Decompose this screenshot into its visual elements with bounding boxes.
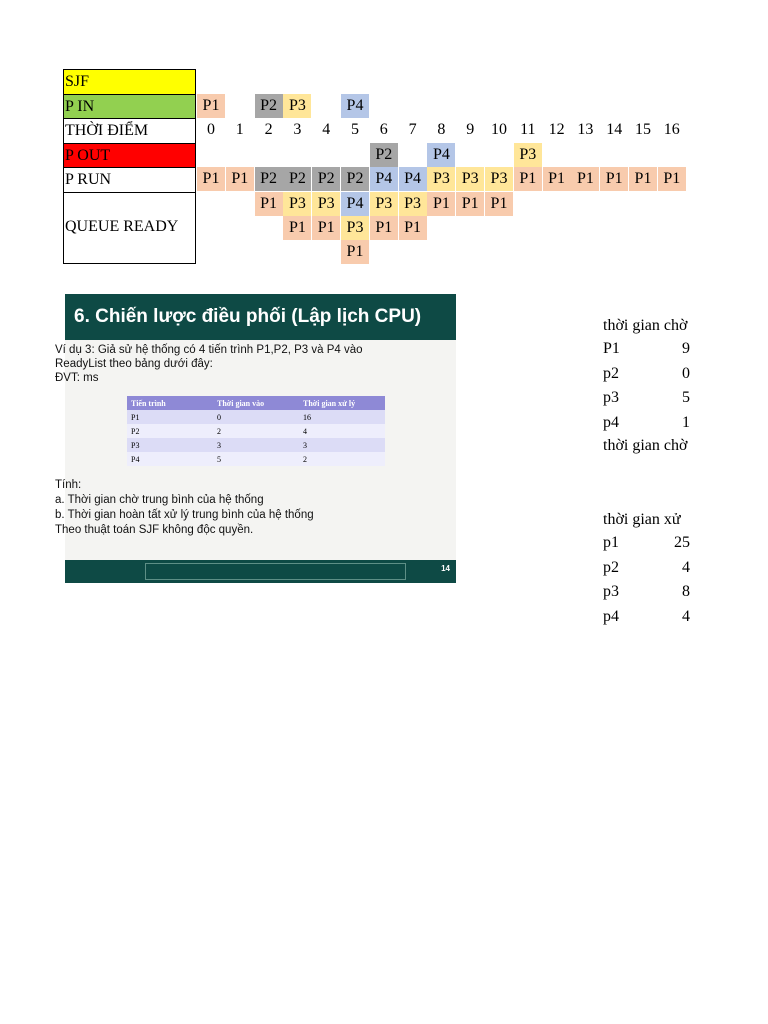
wait-value: 1 <box>682 413 690 431</box>
wait-value: 0 <box>682 364 690 382</box>
time-tick: 9 <box>466 121 475 138</box>
slide-footer-box <box>145 563 406 580</box>
p-in-cell: P3 <box>283 94 311 118</box>
p-run-cell: P1 <box>543 167 571 191</box>
label-p-out: P OUT <box>63 143 196 168</box>
table-row <box>127 452 385 466</box>
p-run-cell: P4 <box>399 167 427 191</box>
time-tick: 7 <box>408 121 417 138</box>
time-tick: 12 <box>548 121 565 138</box>
slide-footer <box>65 560 456 583</box>
turnaround-value: 4 <box>682 558 690 576</box>
time-tick: 13 <box>577 121 594 138</box>
table-cell: P4 <box>127 452 213 466</box>
slide-question-a: a. Thời gian chờ trung bình của hệ thống <box>55 494 264 506</box>
slide-intro-3: ĐVT: ms <box>55 372 99 384</box>
turnaround-process: p1 <box>603 534 619 551</box>
p-run-cell: P1 <box>629 167 657 191</box>
table-header: Tiến trình <box>127 396 213 410</box>
queue-cell: P3 <box>370 192 398 216</box>
p-in-cell: P2 <box>255 94 283 118</box>
p-run-cell: P1 <box>226 167 254 191</box>
turnaround-value: 8 <box>682 583 690 600</box>
label-queue-ready: QUEUE READY <box>63 192 196 264</box>
table-cell: 4 <box>299 424 385 438</box>
p-out-cell: P3 <box>514 143 542 167</box>
p-run-cell: P2 <box>255 167 283 191</box>
time-tick: 14 <box>606 121 623 138</box>
time-tick: 4 <box>322 121 331 138</box>
table-cell: 0 <box>213 410 299 424</box>
slide-intro-1: Ví dụ 3: Giả sử hệ thống có 4 tiến trình P1,P2, P3 và P4 vào <box>55 344 363 356</box>
slide-process-table <box>127 396 385 466</box>
label-p-in: P IN <box>63 94 196 119</box>
time-tick: 8 <box>437 121 446 138</box>
wait-process: p4 <box>603 413 619 431</box>
queue-cell: P4 <box>341 192 369 216</box>
table-cell: P2 <box>127 424 213 438</box>
turnaround-value: 4 <box>682 607 690 625</box>
p-run-cell: P1 <box>514 167 542 191</box>
queue-cell: P1 <box>456 192 484 216</box>
turnaround-process: p3 <box>603 583 619 600</box>
table-cell: 16 <box>299 410 385 424</box>
wait-process: p3 <box>603 389 619 406</box>
queue-cell: P3 <box>341 216 369 240</box>
time-tick: 11 <box>520 121 536 138</box>
queue-cell: P3 <box>399 192 427 216</box>
turnaround-process: p4 <box>603 607 619 625</box>
table-cell: 2 <box>213 424 299 438</box>
p-run-cell: P2 <box>312 167 340 191</box>
p-out-cell: P2 <box>370 143 398 167</box>
table-header: Thời gian vào <box>213 396 299 410</box>
queue-cell: P1 <box>312 216 340 240</box>
p-out-cell: P4 <box>427 143 455 167</box>
slide-question-c: Theo thuật toán SJF không độc quyền. <box>55 524 254 536</box>
wait-value: 5 <box>682 389 690 406</box>
time-tick: 3 <box>293 121 302 138</box>
time-tick: 16 <box>663 121 680 138</box>
queue-cell: P1 <box>370 216 398 240</box>
time-tick: 1 <box>235 121 244 138</box>
turnaround-process: p2 <box>603 558 619 576</box>
table-cell: 3 <box>299 438 385 452</box>
slide-body <box>55 340 456 560</box>
table-row <box>127 438 385 452</box>
queue-cell: P1 <box>255 192 283 216</box>
queue-cell: P1 <box>427 192 455 216</box>
table-cell: P3 <box>127 438 213 452</box>
table-row <box>127 410 385 424</box>
slide-question-b: b. Thời gian hoàn tất xử lý trung bình của hệ thống <box>55 509 314 521</box>
lecture-slide <box>55 294 456 583</box>
p-run-cell: P1 <box>658 167 686 191</box>
p-run-cell: P3 <box>427 167 455 191</box>
wait-footer: thời gian chờ <box>603 437 688 454</box>
p-run-cell: P2 <box>341 167 369 191</box>
wait-process: p2 <box>603 364 619 382</box>
table-header: Thời gian xử lý <box>299 396 385 410</box>
slide-intro-2: ReadyList theo bảng dưới đây: <box>55 358 213 370</box>
p-in-cell: P1 <box>197 94 225 118</box>
queue-cell: P1 <box>283 216 311 240</box>
p-run-cell: P1 <box>600 167 628 191</box>
queue-cell: P1 <box>399 216 427 240</box>
p-in-cell: P4 <box>341 94 369 118</box>
slide-title: 6. Chiến lược điều phối (Lập lịch CPU) <box>65 294 456 340</box>
p-run-cell: P2 <box>283 167 311 191</box>
queue-cell: P1 <box>485 192 513 216</box>
wait-value: 9 <box>682 340 690 357</box>
turnaround-value: 25 <box>674 534 690 551</box>
time-tick: 15 <box>635 121 651 138</box>
time-tick: 10 <box>491 121 507 138</box>
table-cell: 2 <box>299 452 385 466</box>
time-tick: 2 <box>264 121 273 138</box>
label-thoi-diem: THỜI ĐIỂM <box>63 118 196 143</box>
p-run-cell: P3 <box>485 167 513 191</box>
table-cell: 5 <box>213 452 299 466</box>
queue-cell: P3 <box>312 192 340 216</box>
label-p-run: P RUN <box>63 167 196 192</box>
slide-page-number: 14 <box>441 564 450 573</box>
wait-heading: thời gian chờ <box>603 317 688 334</box>
time-tick: 6 <box>379 121 388 138</box>
wait-process: P1 <box>603 340 620 357</box>
queue-cell: P3 <box>283 192 311 216</box>
turnaround-heading: thời gian xử <box>603 511 681 528</box>
p-run-cell: P3 <box>456 167 484 191</box>
p-run-cell: P1 <box>571 167 599 191</box>
label-sjf: SJF <box>63 69 196 94</box>
table-cell: 3 <box>213 438 299 452</box>
table-cell: P1 <box>127 410 213 424</box>
p-run-cell: P4 <box>370 167 398 191</box>
time-tick: 0 <box>207 121 215 138</box>
queue-cell: P1 <box>341 240 369 264</box>
table-row <box>127 424 385 438</box>
slide-tinh: Tính: <box>55 479 82 491</box>
time-tick: 5 <box>351 121 359 138</box>
p-run-cell: P1 <box>197 167 225 191</box>
